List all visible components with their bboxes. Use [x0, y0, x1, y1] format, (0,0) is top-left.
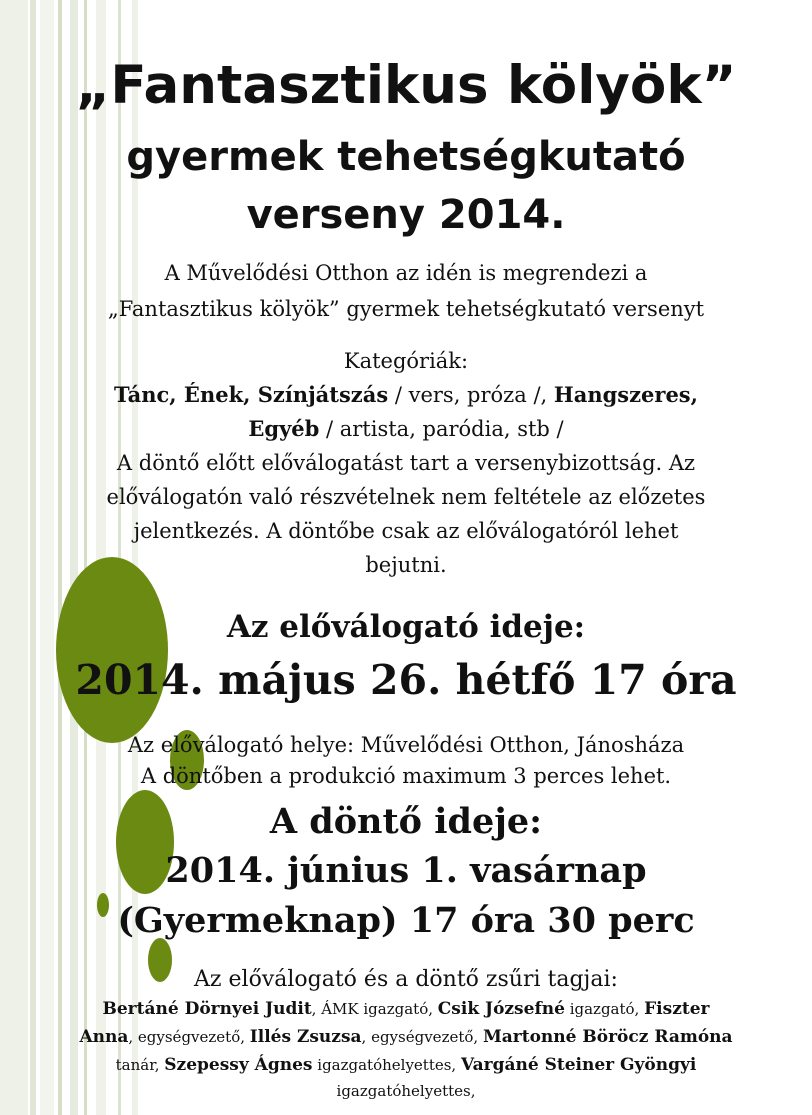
category-detail: / vers, próza /, — [388, 383, 554, 407]
jury-member: Bertáné Dörnyei Judit — [102, 999, 312, 1019]
description-line: bejutni. — [365, 553, 447, 577]
jury-line — [0, 1052, 812, 1078]
jury-member: Fiszter — [644, 999, 710, 1019]
final-heading: A döntő ideje: — [269, 801, 543, 842]
jury-heading: Az előválogató és a döntő zsűri tagjai: — [194, 967, 618, 992]
jury-line — [0, 1024, 812, 1050]
poster-subtitle: gyermek tehetségkutató — [126, 134, 686, 180]
production-limit: A döntőben a produkció maximum 3 perces lehet. — [140, 764, 672, 788]
jury-member: Martonné Böröcz Ramóna — [482, 1027, 733, 1047]
jury-role: , egységvezető, — [361, 1028, 483, 1046]
description-line: A döntő előtt előválogatást tart a versenybizottság. Az — [116, 451, 696, 475]
prelim-heading: Az előválogató ideje: — [226, 609, 586, 645]
poster-title: „Fantasztikus kölyök” — [75, 55, 737, 116]
jury-role: tanár, — [115, 1056, 165, 1074]
prelim-place: Az előválogató helye: Művelődési Otthon, Jánosháza — [127, 733, 685, 757]
jury-line — [0, 1078, 812, 1104]
final-time: (Gyermeknap) 17 óra 30 perc — [117, 900, 695, 941]
description-line: előválogatón való részvételnek nem feltétele az előzetes — [106, 485, 706, 509]
jury-member: Vargáné Steiner Gyöngyi — [460, 1055, 697, 1075]
category-names: Hangszeres, — [553, 382, 698, 407]
jury-member: Illés Zsuzsa — [249, 1027, 362, 1047]
jury-line — [0, 996, 812, 1022]
poster-subtitle-year: verseny 2014. — [246, 192, 566, 238]
intro-line: „Fantasztikus kölyök” gyermek tehetségkutató versenyt — [107, 297, 705, 321]
jury-role: igazgató, — [564, 1000, 645, 1018]
final-date: 2014. június 1. vasárnap — [165, 850, 647, 891]
prelim-date: 2014. május 26. hétfő 17 óra — [75, 656, 737, 704]
jury-member: Csik Józsefné — [437, 999, 565, 1019]
intro-line: A Művelődési Otthon az idén is megrendezi a — [164, 261, 648, 285]
jury-role: igazgatóhelyettes, — [312, 1056, 461, 1074]
description-line: jelentkezés. A döntőbe csak az előválogatóról lehet — [133, 519, 679, 543]
categories-line — [0, 378, 812, 412]
jury-role: igazgatóhelyettes, — [336, 1082, 476, 1100]
categories-heading: Kategóriák: — [343, 349, 469, 373]
category-names: Egyéb — [248, 416, 320, 441]
jury-role: , egységvezető, — [128, 1028, 250, 1046]
jury-member: Szepessy Ágnes — [164, 1055, 313, 1075]
jury-role: , ÁMK igazgató, — [311, 1000, 438, 1018]
jury-member: Anna — [79, 1027, 129, 1047]
category-names: Tánc, Ének, Színjátszás — [114, 382, 389, 407]
categories-line — [0, 412, 812, 446]
category-detail: / artista, paródia, stb / — [319, 417, 564, 441]
